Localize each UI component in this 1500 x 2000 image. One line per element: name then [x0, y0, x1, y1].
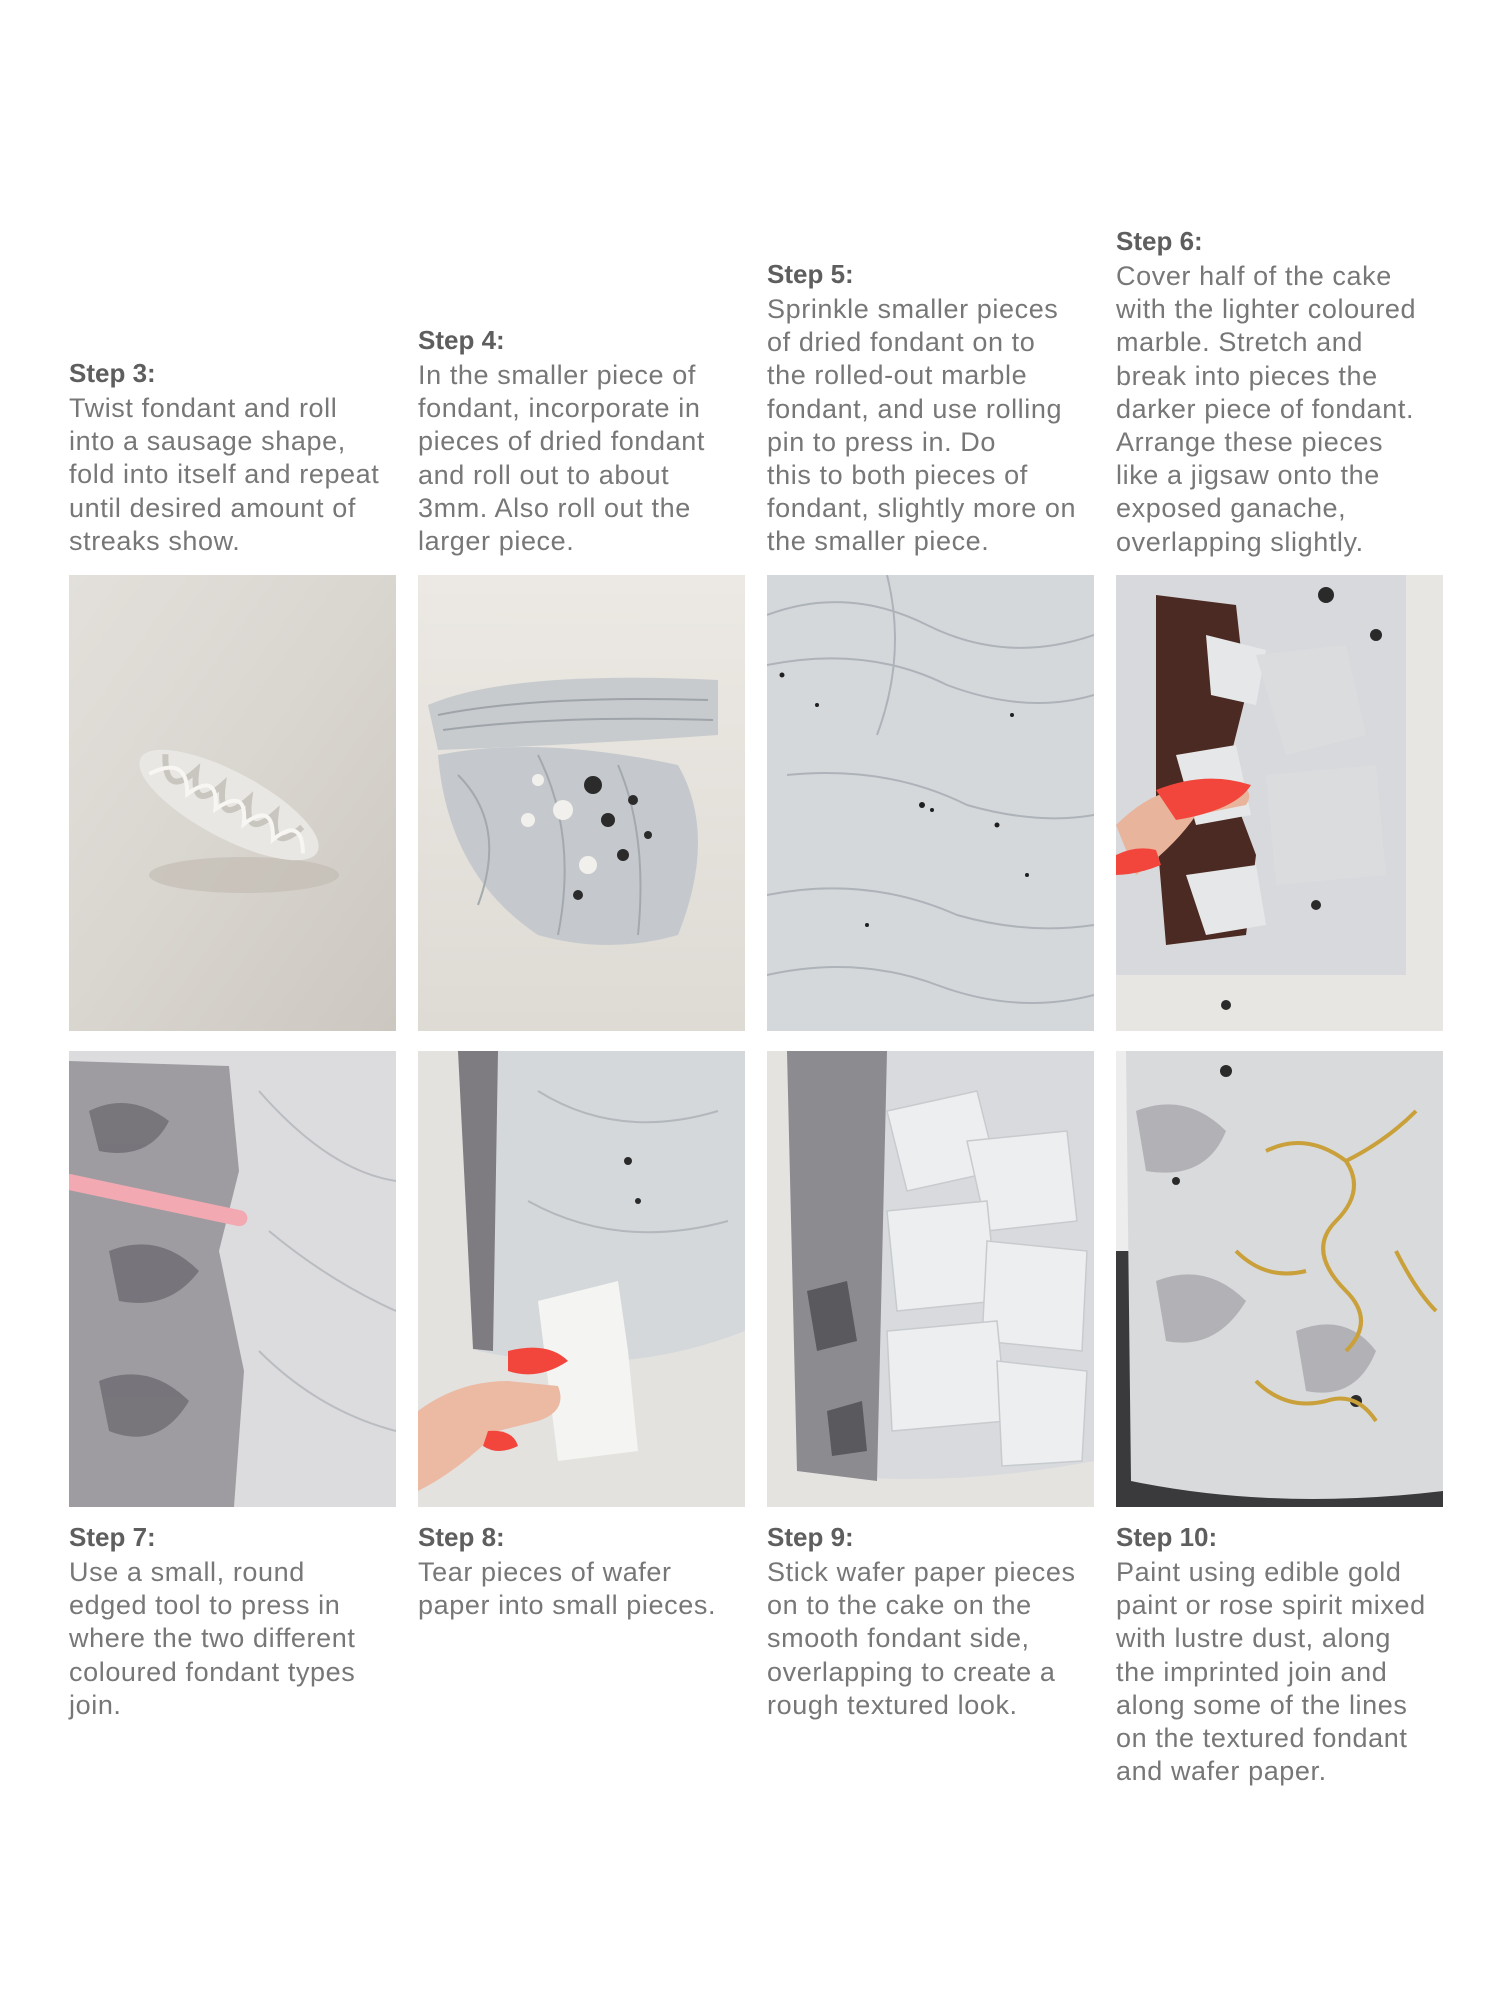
step-9-photo	[767, 1051, 1094, 1507]
step-3-caption	[69, 356, 399, 558]
step-8-title: Step 8:	[418, 1522, 505, 1552]
step-6-caption	[1116, 224, 1446, 559]
step-5-title: Step 5:	[767, 259, 854, 289]
step-3-photo	[69, 575, 396, 1031]
step-7-title: Step 7:	[69, 1522, 156, 1552]
wafer-paper-pieces	[887, 1091, 1087, 1466]
step-7-caption	[69, 1520, 399, 1722]
step-4-title: Step 4:	[418, 325, 505, 355]
step-7-text: Use a small, round edged tool to press in where the two different coloured fondant types join.	[69, 1557, 356, 1720]
step-4-caption	[418, 323, 748, 558]
step-3-title: Step 3:	[69, 358, 156, 388]
step-10-title: Step 10:	[1116, 1522, 1218, 1552]
step-8-photo	[418, 1051, 745, 1507]
step-5-text: Sprinkle smaller pieces of dried fondant on to the rolled-out marble fondant, and use rolling pin to press in. Do this to both pieces of fondant, slightly more on the smaller piece.	[767, 294, 1077, 557]
step-7-photo	[69, 1051, 396, 1507]
step-10-text: Paint using edible gold paint or rose spirit mixed with lustre dust, along the imprinted join and along some of the lines on the textured fondant and wafer paper.	[1116, 1557, 1426, 1787]
step-6-text: Cover half of the cake with the lighter coloured marble. Stretch and break into pieces the darker piece of fondant. Arrange these pieces like a jigsaw onto the exposed ganache, overlapping slightly.	[1116, 261, 1417, 557]
step-5-photo	[767, 575, 1094, 1031]
step-4-text: In the smaller piece of fondant, incorporate in pieces of dried fondant and roll out to about 3mm. Also roll out the larger piece.	[418, 360, 705, 557]
step-6-title: Step 6:	[1116, 226, 1203, 256]
step-10-photo	[1116, 1051, 1443, 1507]
step-9-caption	[767, 1520, 1097, 1722]
step-6-photo	[1116, 575, 1443, 1031]
step-5-caption	[767, 257, 1097, 559]
step-4-photo	[418, 575, 745, 1031]
step-9-text: Stick wafer paper pieces on to the cake on the smooth fondant side, overlapping to create a rough textured look.	[767, 1557, 1076, 1720]
step-3-text: Twist fondant and roll into a sausage shape, fold into itself and repeat until desired amount of streaks show.	[69, 393, 380, 556]
step-9-title: Step 9:	[767, 1522, 854, 1552]
step-8-text: Tear pieces of wafer paper into small pieces.	[418, 1557, 717, 1621]
step-8-caption	[418, 1520, 748, 1622]
step-10-caption	[1116, 1520, 1446, 1788]
